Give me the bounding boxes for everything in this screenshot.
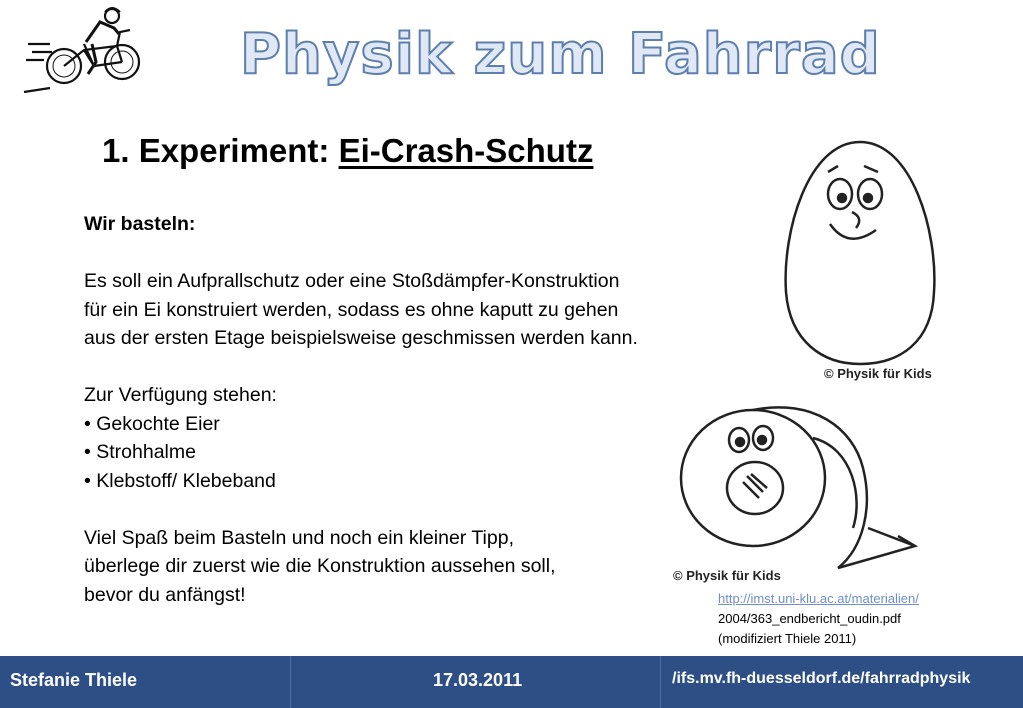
wrapped-egg-illustration bbox=[663, 398, 928, 588]
material-item: • Strohhalme bbox=[84, 441, 196, 463]
egg1-caption: © Physik für Kids bbox=[824, 366, 932, 381]
egg-illustration bbox=[768, 132, 953, 384]
page-title: Physik zum Fahrrad bbox=[240, 22, 881, 87]
cyclist-logo bbox=[22, 4, 152, 99]
intro-line: Es soll ein Aufprallschutz oder eine Stoßdämpfer-Konstruktion bbox=[84, 270, 620, 292]
image-credit bbox=[718, 589, 919, 649]
heading-topic: Ei-Crash-Schutz bbox=[338, 132, 594, 169]
available-label: Zur Verfügung stehen: bbox=[84, 384, 277, 406]
closing-line: Viel Spaß beim Basteln und noch ein kleiner Tipp, bbox=[84, 526, 514, 549]
credit-line: (modifiziert Thiele 2011) bbox=[718, 631, 857, 646]
subheading: Wir basteln: bbox=[84, 213, 196, 235]
material-item: • Gekochte Eier bbox=[84, 412, 220, 435]
material-item: • Klebstoff/ Klebeband bbox=[84, 469, 276, 492]
footer-url: /ifs.mv.fh-duesseldorf.de/fahrradphysik bbox=[672, 670, 971, 687]
footer-bar bbox=[0, 656, 1023, 708]
closing-line: bevor du anfängst! bbox=[84, 583, 246, 606]
intro-line: aus der ersten Etage beispielsweise geschmissen werden kann. bbox=[84, 327, 638, 349]
footer-date: 17.03.2011 bbox=[433, 670, 523, 690]
credit-line: 2004/363_endbericht_oudin.pdf bbox=[718, 611, 901, 626]
experiment-heading bbox=[102, 132, 593, 170]
heading-prefix: 1. Experiment: bbox=[102, 132, 339, 169]
egg2-caption: © Physik für Kids bbox=[673, 568, 781, 583]
closing-line: überlege dir zuerst wie die Konstruktion aussehen soll, bbox=[84, 555, 556, 577]
instructions-text bbox=[84, 210, 704, 609]
credit-link[interactable]: http://imst.uni-klu.ac.at/materialien/ bbox=[718, 591, 919, 606]
intro-line: für ein Ei konstruiert werden, sodass es ohne kaputt zu gehen bbox=[84, 298, 619, 321]
footer-author: Stefanie Thiele bbox=[10, 670, 138, 690]
